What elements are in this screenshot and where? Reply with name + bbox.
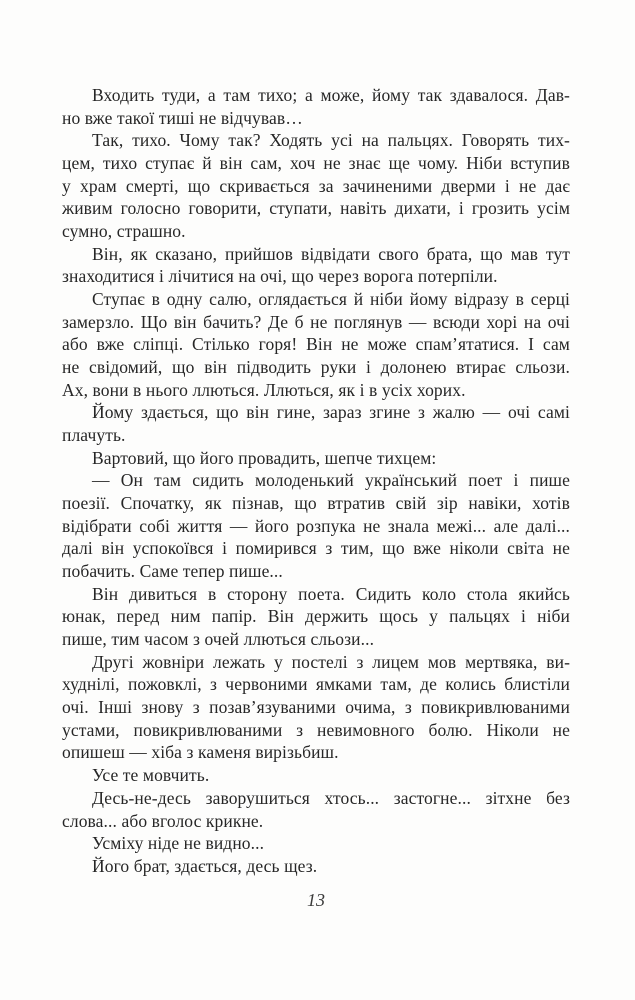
text-line: сумно, страшно. xyxy=(62,221,186,242)
text-line: плачуть. xyxy=(62,425,126,446)
text-line: Він, як сказано, прийшов відвідати свого брата, що мав тут xyxy=(92,243,570,264)
text-line: опишеш — хіба з каменя вирізьбиш. xyxy=(62,742,339,763)
text-line: живим голосно говорити, ступати, навіть дихати, і грозить усім xyxy=(62,198,570,219)
text-line: далі він успокоївся і помирився з тим, що вже ніколи світа не xyxy=(62,538,570,559)
text-line: Йому здається, що він гине, зараз згине з жалю — очі самі xyxy=(92,402,570,423)
text-line: не свідомий, що він підводить руки і долонею втирає сльози. xyxy=(62,357,570,378)
text-line: но вже такої тиші не відчував… xyxy=(62,107,303,128)
text-line: устами, повикривлюваними з невимовного болю. Ніколи не xyxy=(62,719,570,740)
text-block xyxy=(62,84,570,878)
text-line: Усміху ніде не видно... xyxy=(92,833,265,854)
text-line: Вартовий, що його провадить, шепче тихцем: xyxy=(92,447,437,468)
text-line: Ступає в одну салю, оглядається й ніби йому відразу в серці xyxy=(92,289,570,310)
page-number: 13 xyxy=(307,890,325,910)
text-line: Ах, вони в нього ллються. Ллються, як і в усіх хорих. xyxy=(62,379,466,400)
text-line: худнілі, пожовклі, з червоними ямками там, де колись блистіли xyxy=(62,674,570,695)
text-line: юнак, перед ним папір. Він держить щось у пальцях і ніби xyxy=(62,606,570,627)
text-line: відібрати собі життя — його розпука не знала межі... але далі... xyxy=(62,515,570,536)
text-line: Другі жовніри лежать у постелі з лицем мов мертвяка, ви- xyxy=(92,651,570,672)
text-line: у храм смерті, що скривається за зачиненими дверми і не дає xyxy=(62,175,570,196)
text-line: знаходитися і лічитися на очі, що через ворога потерпіли. xyxy=(62,266,498,287)
text-line: Так, тихо. Чому так? Ходять усі на пальцях. Говорять тих- xyxy=(92,130,570,151)
text-line: пише, тим часом з очей ллються сльози... xyxy=(62,629,375,650)
text-line: або вже сліпці. Стілько горя! Він не може спам’ятатися. І сам xyxy=(62,334,570,355)
text-line: Усе те мовчить. xyxy=(92,765,210,786)
text-line: Десь-не-десь заворушиться хтось... застогне... зітхне без xyxy=(92,787,570,808)
text-line: цем, тихо ступає й він сам, хоч не знає ще чому. Ніби вступив xyxy=(62,153,570,174)
text-line: замерзло. Що він бачить? Де б не поглянув — всюди хорі на очі xyxy=(62,311,570,332)
text-line: — Он там сидить молоденький український поет і пише xyxy=(92,470,570,491)
text-line: поезії. Спочатку, як пізнав, що втратив свій зір навіки, хотів xyxy=(62,493,570,514)
text-line: Входить туди, а там тихо; а може, йому так здавалося. Дав- xyxy=(92,85,570,105)
text-line: побачить. Саме тепер пише... xyxy=(62,561,283,582)
text-line: очі. Інші знову з позав’язуваними очима, з повикривлюваними xyxy=(62,697,570,718)
text-line: слова... або вголос крикне. xyxy=(62,810,264,831)
text-line: Його брат, здається, десь щез. xyxy=(92,855,318,876)
text-line: Він дивиться в сторону поета. Сидить коло стола якийсь xyxy=(92,583,570,604)
